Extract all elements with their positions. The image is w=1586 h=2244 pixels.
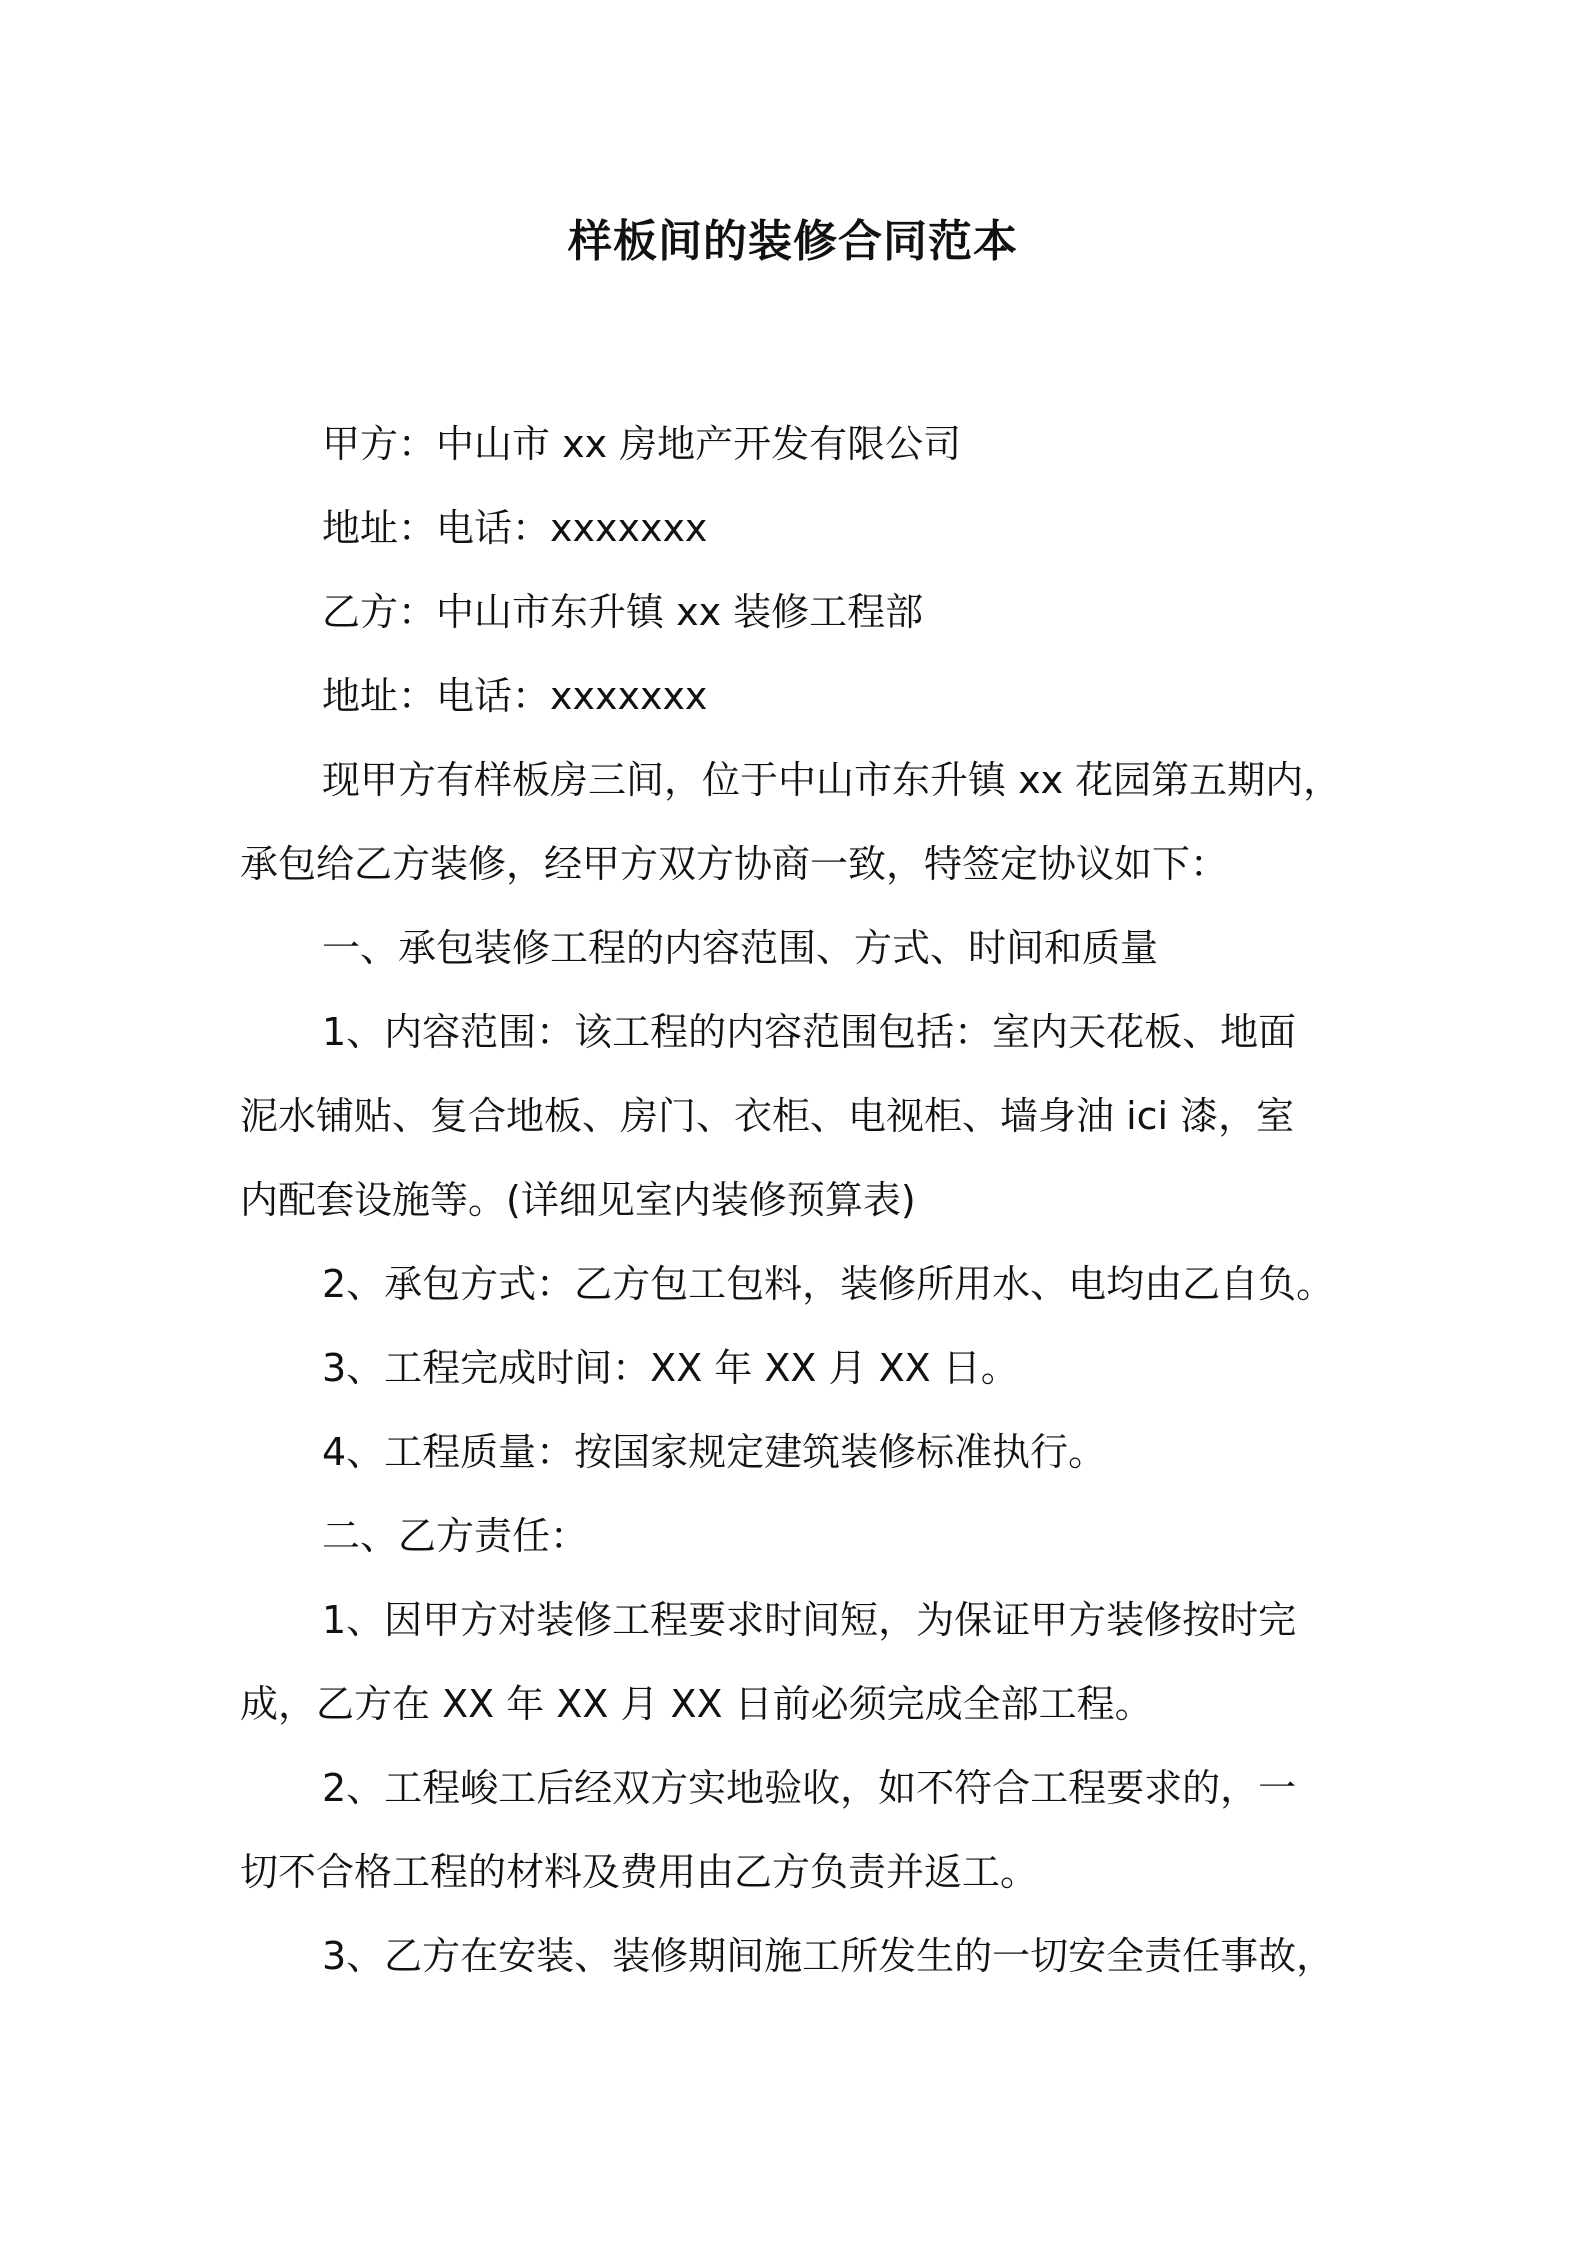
- contract-body: [240, 402, 1360, 1998]
- clause-1-3: 3、工程完成时间：XX 年 XX 月 XX 日。: [322, 1346, 1019, 1390]
- party-a-line: 甲方：中山市 xx 房地产开发有限公司: [322, 422, 962, 466]
- document-title: 样板间的装修合同范本: [568, 216, 1018, 267]
- clause-1-1-line-1: 1、内容范围：该工程的内容范围包括：室内天花板、地面: [322, 1010, 1297, 1054]
- section-2-heading: 二、乙方责任：: [322, 1514, 589, 1558]
- party-a-address-line: 地址：电话：xxxxxxx: [322, 506, 708, 550]
- party-b-address-line: 地址：电话：xxxxxxx: [322, 674, 708, 718]
- clause-1-1-line-2: 泥水铺贴、复合地板、房门、衣柜、电视柜、墙身油 ici 漆，室: [240, 1094, 1295, 1138]
- clause-2-1-line-2: 成，乙方在 XX 年 XX 月 XX 日前必须完成全部工程。: [240, 1682, 1153, 1726]
- clause-2-2-line-1: 2、工程峻工后经双方实地验收，如不符合工程要求的，一: [322, 1766, 1297, 1810]
- clause-2-1-line-1: 1、因甲方对装修工程要求时间短，为保证甲方装修按时完: [322, 1598, 1297, 1642]
- clause-1-4: 4、工程质量：按国家规定建筑装修标准执行。: [322, 1430, 1107, 1474]
- clause-1-1-line-3: 内配套设施等。(详细见室内装修预算表): [240, 1178, 916, 1222]
- clause-2-3-line-1: 3、乙方在安装、装修期间施工所发生的一切安全责任事故，: [322, 1934, 1335, 1978]
- clause-2-2-line-2: 切不合格工程的材料及费用由乙方负责并返工。: [240, 1850, 1039, 1894]
- intro-paragraph-line-2: 承包给乙方装修，经甲方双方协商一致，特签定协议如下：: [240, 842, 1229, 886]
- section-1-heading: 一、承包装修工程的内容范围、方式、时间和质量: [322, 926, 1159, 970]
- clause-1-2: 2、承包方式：乙方包工包料，装修所用水、电均由乙自负。: [322, 1262, 1335, 1306]
- party-b-line: 乙方：中山市东升镇 xx 装修工程部: [322, 590, 924, 634]
- intro-paragraph-line-1: 现甲方有样板房三间，位于中山市东升镇 xx 花园第五期内，: [322, 758, 1342, 802]
